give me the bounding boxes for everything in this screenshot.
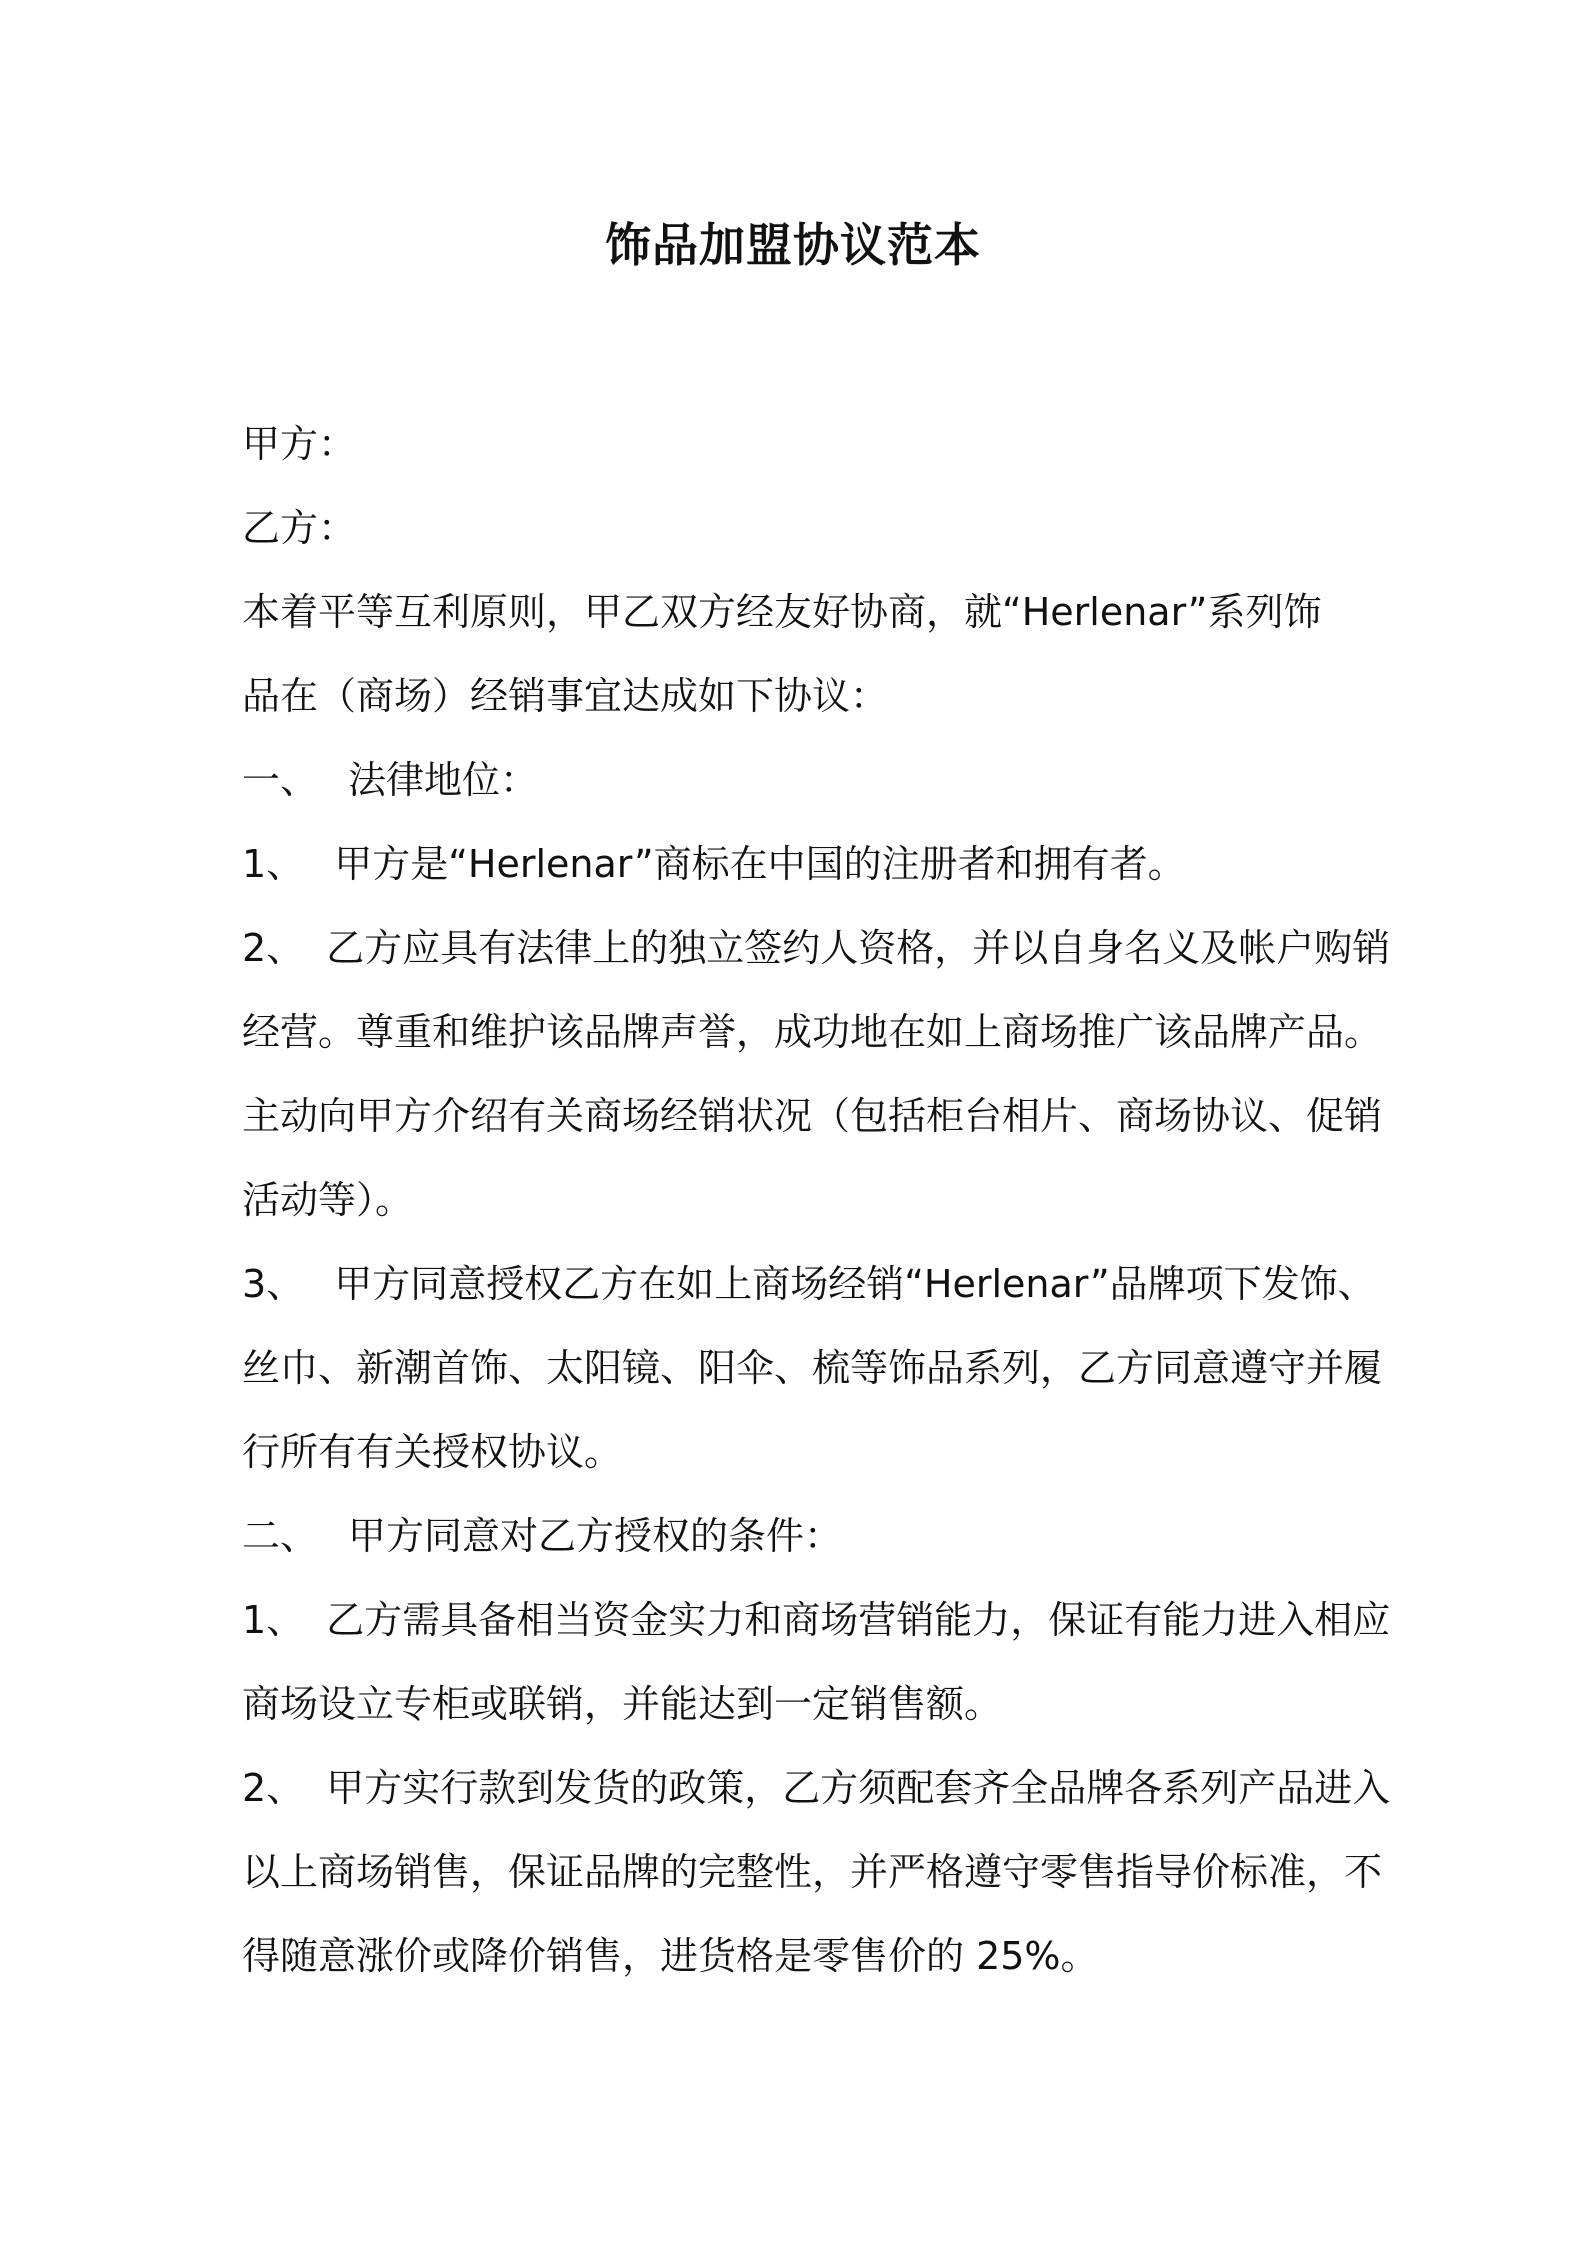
clause-number: 2、 xyxy=(242,1766,305,1810)
clause-2-2 xyxy=(242,1758,1391,1818)
clause-continuation: 行所有有关授权协议。 xyxy=(242,1430,623,1474)
clause-text: 乙方应具有法律上的独立签约人资格，并以自身名义及帐户购销 xyxy=(326,926,1391,970)
clause-1-3 xyxy=(242,1254,1376,1314)
clause-number: 1、 xyxy=(242,842,305,886)
section-number: 二、 xyxy=(242,1514,319,1558)
clause-continuation: 经营。尊重和维护该品牌声誉，成功地在如上商场推广该品牌产品。 xyxy=(242,1010,1383,1054)
clause-2-1 xyxy=(242,1590,1391,1650)
clause-number: 2、 xyxy=(242,926,305,970)
clause-text: 甲方是“Herlenar”商标在中国的注册者和拥有者。 xyxy=(334,842,1186,886)
section-title: 甲方同意对乙方授权的条件： xyxy=(348,1514,843,1558)
clause-1-1 xyxy=(242,834,1362,894)
clause-continuation: 主动向甲方介绍有关商场经销状况（包括柜台相片、商场协议、促销 xyxy=(242,1094,1383,1138)
document-title: 饰品加盟协议范本 xyxy=(605,218,981,272)
intro-line: 本着平等互利原则，甲乙双方经友好协商，就“Herlenar”系列饰 xyxy=(242,590,1322,634)
clause-text: 甲方同意授权乙方在如上商场经销“Herlenar”品牌项下发饰、 xyxy=(334,1262,1376,1306)
party-a-label: 甲方： xyxy=(242,422,357,466)
section-title: 法律地位： xyxy=(348,758,539,802)
section-1-heading xyxy=(242,750,1362,810)
section-2-heading xyxy=(242,1506,1362,1566)
clause-number: 1、 xyxy=(242,1598,305,1642)
clause-continuation: 以上商场销售，保证品牌的完整性，并严格遵守零售指导价标准，不 xyxy=(242,1850,1383,1894)
clause-1-2 xyxy=(242,918,1391,978)
clause-number: 3、 xyxy=(242,1262,305,1306)
section-number: 一、 xyxy=(242,758,319,802)
clause-continuation: 活动等）。 xyxy=(242,1178,414,1222)
clause-continuation: 得随意涨价或降价销售，进货格是零售价的 25%。 xyxy=(242,1934,1099,1978)
intro-line: 品在（商场）经销事宜达成如下协议： xyxy=(242,674,889,718)
clause-continuation: 商场设立专柜或联销，并能达到一定销售额。 xyxy=(242,1682,1003,1726)
party-b-label: 乙方： xyxy=(242,506,357,550)
clause-text: 乙方需具备相当资金实力和商场营销能力，保证有能力进入相应 xyxy=(326,1598,1391,1642)
clause-continuation: 丝巾、新潮首饰、太阳镜、阳伞、梳等饰品系列，乙方同意遵守并履 xyxy=(242,1346,1383,1390)
clause-text: 甲方实行款到发货的政策，乙方须配套齐全品牌各系列产品进入 xyxy=(326,1766,1391,1810)
